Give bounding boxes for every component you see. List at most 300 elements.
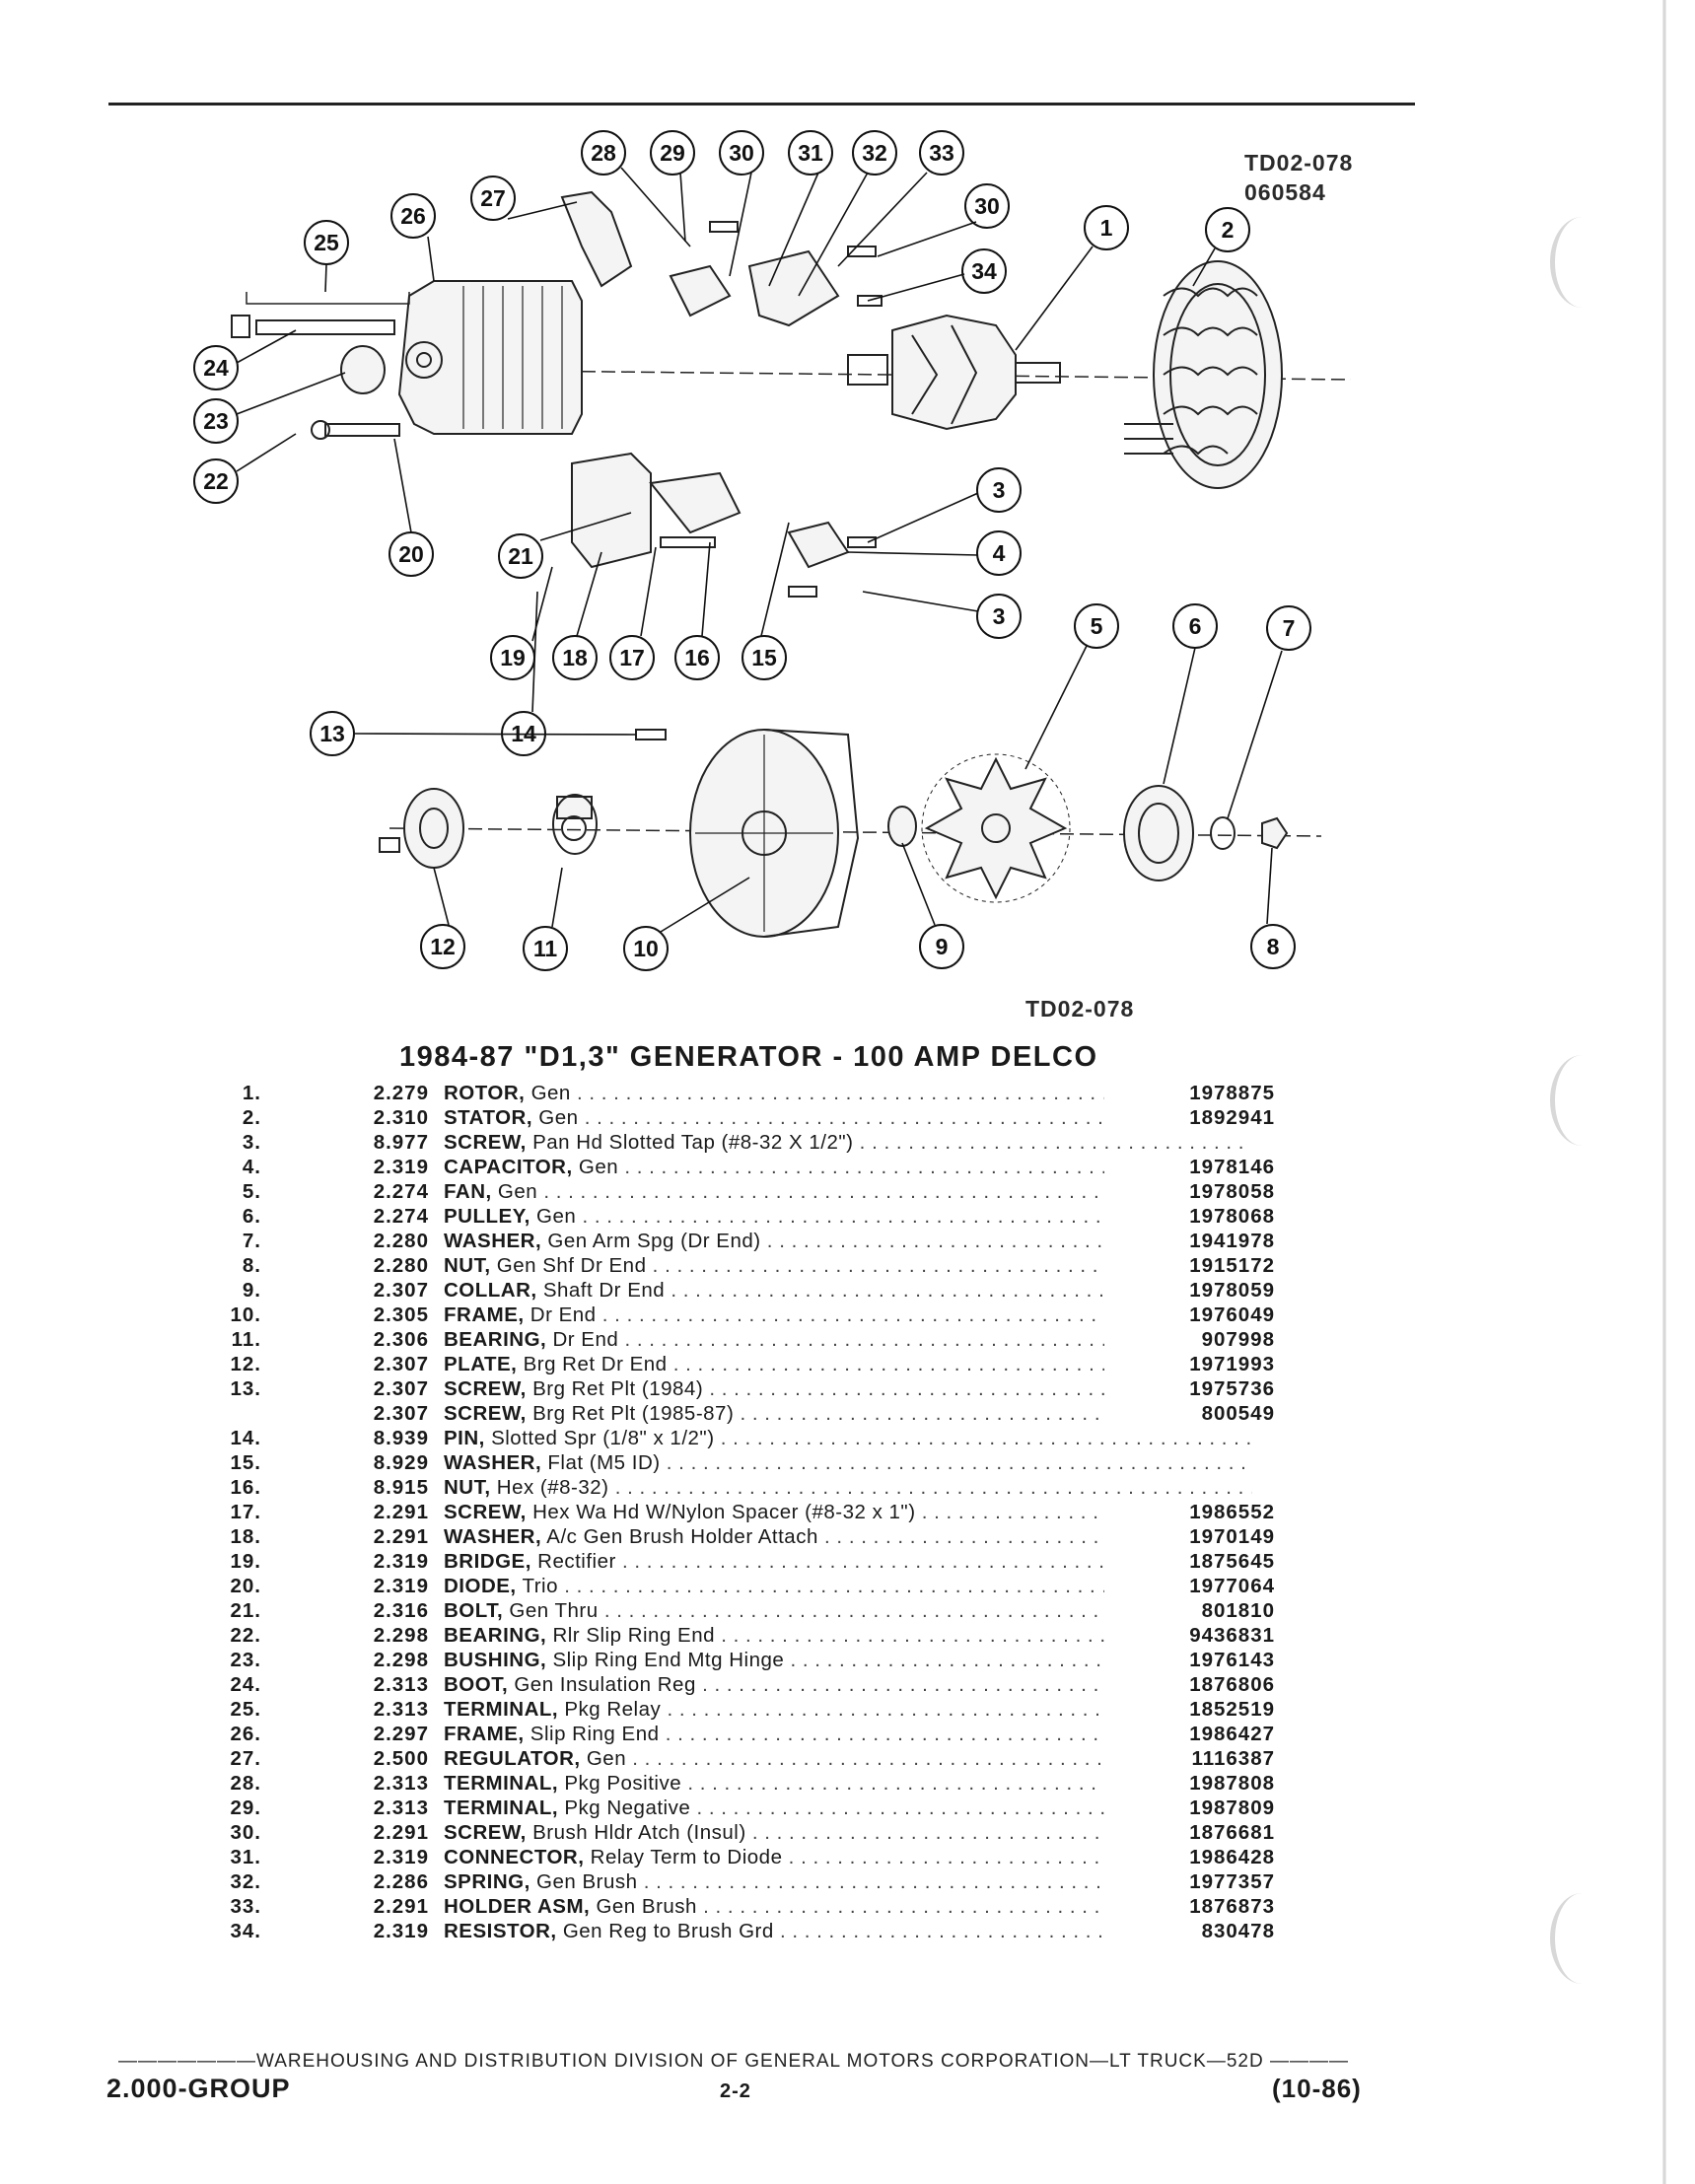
part-name: SCREW, <box>444 1821 527 1844</box>
callout-label: 2 <box>1221 217 1235 243</box>
part-row <box>148 1279 1275 1303</box>
callout-label: 9 <box>935 934 949 959</box>
part-detail: Slip Ring End Mtg Hinge <box>552 1649 785 1671</box>
callout-label: 25 <box>314 230 339 255</box>
part-group-number: 8.939 <box>373 1427 429 1449</box>
callout-label: 15 <box>751 645 777 670</box>
part-group-number: 2.316 <box>373 1599 429 1622</box>
stator-drawing <box>1124 261 1282 488</box>
part-row <box>148 1698 1275 1723</box>
leader-line <box>394 439 411 532</box>
part-ref-number: 6. <box>242 1205 261 1228</box>
part-ref-number: 33. <box>230 1895 261 1918</box>
callout-bubble <box>720 131 763 175</box>
part-number: 1978058 <box>1104 1180 1275 1204</box>
part-detail: Gen <box>530 1082 571 1104</box>
fan-drawing <box>922 754 1070 902</box>
part-number: 830478 <box>1104 1920 1275 1943</box>
part-ref-number: 9. <box>242 1279 261 1302</box>
part-detail: Dr End <box>530 1303 597 1326</box>
part-row <box>148 1575 1275 1599</box>
callout-label: 16 <box>684 645 710 670</box>
footer-division: ———————WAREHOUSING AND DISTRIBUTION DIVISION OF GENERAL MOTORS CORPORATION—LT TRUCK—52D ———— <box>118 2051 1349 2072</box>
part-number: 1876681 <box>1104 1821 1275 1845</box>
top-rule <box>108 103 1415 106</box>
callout-label: 10 <box>633 936 659 961</box>
part-name: WASHER, <box>444 1525 542 1548</box>
leader-line <box>702 542 710 636</box>
part-row <box>148 1747 1275 1772</box>
part-number: 1978146 <box>1104 1156 1275 1179</box>
callout-label: 14 <box>511 721 536 746</box>
part-ref-number: 34. <box>230 1920 261 1942</box>
part-detail: Brg Ret Plt (1984) <box>532 1377 704 1400</box>
part-ref-number: 14. <box>230 1427 261 1449</box>
part-ref-number: 17. <box>230 1501 261 1523</box>
part-ref-number: 32. <box>230 1870 261 1893</box>
callout-bubble <box>1251 925 1295 968</box>
callout-bubble <box>1075 604 1118 648</box>
part-detail: Gen <box>578 1156 619 1178</box>
part-number: 801810 <box>1104 1599 1275 1623</box>
part-name: RESISTOR, <box>444 1920 557 1942</box>
exploded-view-diagram <box>0 108 1695 1025</box>
part-name: BEARING, <box>444 1624 547 1647</box>
part-row <box>148 1180 1275 1205</box>
part-row <box>148 1797 1275 1821</box>
part-number: 1977064 <box>1104 1575 1275 1598</box>
leader-line <box>428 237 434 281</box>
callout-label: 6 <box>1188 613 1202 639</box>
part-group-number: 2.274 <box>373 1180 429 1203</box>
part-name: SCREW, <box>444 1131 527 1154</box>
part-group-number: 2.286 <box>373 1870 429 1893</box>
leader-line <box>863 592 978 611</box>
part-row <box>148 1501 1275 1525</box>
part-name: PLATE, <box>444 1353 518 1375</box>
footer-page-number: 2-2 <box>720 2080 751 2102</box>
part-row <box>148 1920 1275 1944</box>
callout-bubble <box>651 131 694 175</box>
callout-label: 20 <box>398 541 424 567</box>
callout-label: 30 <box>729 140 754 166</box>
part-group-number: 2.280 <box>373 1254 429 1277</box>
part-row <box>148 1303 1275 1328</box>
part-ref-number: 11. <box>231 1328 261 1351</box>
part-number: 1976143 <box>1104 1649 1275 1672</box>
part-group-number: 2.500 <box>373 1747 429 1770</box>
leader-line <box>1228 651 1282 818</box>
callout-label: 30 <box>974 193 1000 219</box>
callout-label: 21 <box>508 543 533 569</box>
part-ref-number: 26. <box>230 1723 261 1745</box>
callout-bubble <box>962 249 1006 293</box>
part-ref-number: 25. <box>230 1698 261 1721</box>
part-name: REGULATOR, <box>444 1747 581 1770</box>
part-detail: A/c Gen Brush Holder Attach <box>546 1525 818 1548</box>
part-ref-number: 8. <box>242 1254 261 1277</box>
part-row <box>148 1525 1275 1550</box>
callout-label: 1 <box>1099 215 1113 241</box>
callout-bubble <box>499 534 542 578</box>
leader-line <box>902 843 935 925</box>
part-name: FAN, <box>444 1180 492 1203</box>
part-detail: Gen Brush <box>536 1870 638 1893</box>
footer-division-text: WAREHOUSING AND DISTRIBUTION DIVISION OF GENERAL MOTORS CORPORATION—LT TRUCK—52D <box>256 2051 1264 2072</box>
part-row <box>148 1624 1275 1649</box>
part-group-number: 2.319 <box>373 1550 429 1573</box>
part-number: 800549 <box>1104 1402 1275 1426</box>
part-ref-number: 31. <box>230 1846 261 1868</box>
part-number: 1876873 <box>1104 1895 1275 1919</box>
part-name: PULLEY, <box>444 1205 530 1228</box>
part-ref-number: 29. <box>230 1797 261 1819</box>
part-detail: Brg Ret Plt (1985-87) <box>532 1402 735 1425</box>
callout-bubble <box>194 459 238 503</box>
drive-end-frame-drawing <box>690 730 858 937</box>
part-group-number: 8.977 <box>373 1131 429 1154</box>
leader-line <box>552 868 562 927</box>
callout-bubble <box>471 176 515 220</box>
leader-line <box>878 222 976 256</box>
part-name: BRIDGE, <box>444 1550 531 1573</box>
part-row <box>148 1156 1275 1180</box>
part-detail: Gen <box>497 1180 538 1203</box>
binder-hole <box>1550 1055 1614 1146</box>
callout-bubble <box>977 531 1021 575</box>
part-row <box>148 1353 1275 1377</box>
part-ref-number: 22. <box>230 1624 261 1647</box>
figure-tag-top-date: 060584 <box>1244 179 1326 205</box>
footer-group: 2.000-GROUP <box>106 2074 291 2103</box>
callout-bubble <box>305 221 348 264</box>
part-group-number: 2.307 <box>373 1353 429 1375</box>
part-group-number: 2.298 <box>373 1624 429 1647</box>
callout-bubble <box>920 925 963 968</box>
part-name: TERMINAL, <box>444 1797 559 1819</box>
callout-bubble <box>853 131 896 175</box>
leader-line <box>838 173 927 266</box>
part-ref-number: 2. <box>242 1106 261 1129</box>
part-detail: Pkg Relay <box>564 1698 662 1721</box>
part-ref-number: 12. <box>230 1353 261 1375</box>
part-detail: Gen Shf Dr End <box>496 1254 647 1277</box>
callout-bubble <box>1173 604 1217 648</box>
part-group-number: 2.313 <box>373 1797 429 1819</box>
part-ref-number: 19. <box>230 1550 261 1573</box>
part-group-number: 2.306 <box>373 1328 429 1351</box>
part-detail: Pkg Negative <box>564 1797 691 1819</box>
part-name: SCREW, <box>444 1402 527 1425</box>
part-ref-number: 21. <box>230 1599 261 1622</box>
part-row <box>148 1673 1275 1698</box>
part-row <box>148 1377 1275 1402</box>
callout-label: 5 <box>1090 613 1103 639</box>
part-name: BOOT, <box>444 1673 509 1696</box>
part-number: 1970149 <box>1104 1525 1275 1549</box>
part-row <box>148 1821 1275 1846</box>
part-group-number: 8.929 <box>373 1451 429 1474</box>
part-detail: Gen <box>538 1106 579 1129</box>
leader-line <box>761 523 789 636</box>
part-row <box>148 1895 1275 1920</box>
part-detail: Flat (M5 ID) <box>547 1451 661 1474</box>
part-detail: Slip Ring End <box>530 1723 660 1745</box>
part-row <box>148 1254 1275 1279</box>
part-group-number: 8.915 <box>373 1476 429 1499</box>
part-ref-number: 13. <box>230 1377 261 1400</box>
part-ref-number: 27. <box>230 1747 261 1770</box>
callout-label: 8 <box>1266 934 1280 959</box>
part-detail: Gen Reg to Brush Grd <box>562 1920 774 1942</box>
part-number: 1892941 <box>1104 1106 1275 1130</box>
callout-label: 24 <box>203 355 229 381</box>
part-detail: Gen Thru <box>509 1599 599 1622</box>
part-row <box>148 1427 1252 1451</box>
part-detail: Slotted Spr (1/8" x 1/2") <box>491 1427 715 1449</box>
part-name: NUT, <box>444 1476 491 1499</box>
callout-label: 18 <box>562 645 588 670</box>
part-group-number: 2.307 <box>373 1377 429 1400</box>
callout-label: 4 <box>992 540 1006 566</box>
part-row <box>148 1599 1275 1624</box>
callout-bubble <box>610 636 654 679</box>
part-number: 1978068 <box>1104 1205 1275 1229</box>
part-ref-number: 16. <box>230 1476 261 1499</box>
part-group-number: 2.291 <box>373 1501 429 1523</box>
part-detail: Hex Wa Hd W/Nylon Spacer (#8-32 x 1") <box>532 1501 916 1523</box>
part-name: SPRING, <box>444 1870 530 1893</box>
part-number: 907998 <box>1104 1328 1275 1352</box>
part-name: FRAME, <box>444 1723 525 1745</box>
part-group-number: 2.313 <box>373 1698 429 1721</box>
part-ref-number: 24. <box>230 1673 261 1696</box>
part-ref-number: 23. <box>230 1649 261 1671</box>
part-ref-number: 7. <box>242 1230 261 1252</box>
part-number: 1986427 <box>1104 1723 1275 1746</box>
part-number: 1971993 <box>1104 1353 1275 1376</box>
part-group-number: 2.313 <box>373 1772 429 1795</box>
callout-bubble <box>421 925 464 968</box>
part-name: WASHER, <box>444 1451 542 1474</box>
part-number: 1977357 <box>1104 1870 1275 1894</box>
part-row <box>148 1230 1275 1254</box>
part-row <box>148 1772 1275 1797</box>
leader-line <box>730 173 751 276</box>
part-row <box>148 1649 1275 1673</box>
callout-bubble <box>311 712 354 755</box>
part-name: WASHER, <box>444 1230 542 1252</box>
callout-label: 13 <box>319 721 345 746</box>
callout-label: 34 <box>971 258 997 284</box>
part-detail: Hex (#8-32) <box>496 1476 609 1499</box>
part-detail: Rectifier <box>537 1550 616 1573</box>
part-number: 1875645 <box>1104 1550 1275 1574</box>
part-number: 1987809 <box>1104 1797 1275 1820</box>
callout-bubble <box>553 636 597 679</box>
part-name: FRAME, <box>444 1303 525 1326</box>
part-group-number: 2.297 <box>373 1723 429 1745</box>
part-name: HOLDER ASM, <box>444 1895 591 1918</box>
callout-label: 3 <box>992 477 1006 503</box>
part-ref-number: 3. <box>242 1131 261 1154</box>
part-number: 1915172 <box>1104 1254 1275 1278</box>
leader-line <box>532 567 552 641</box>
callout-label: 3 <box>992 603 1006 629</box>
part-name: TERMINAL, <box>444 1698 559 1721</box>
callout-label: 28 <box>591 140 616 166</box>
part-ref-number: 1. <box>242 1082 261 1104</box>
callout-label: 33 <box>929 140 954 166</box>
part-ref-number: 30. <box>230 1821 261 1844</box>
part-row <box>148 1846 1275 1870</box>
part-group-number: 2.291 <box>373 1895 429 1918</box>
part-group-number: 2.280 <box>373 1230 429 1252</box>
figure-tag-top: TD02-078 <box>1244 150 1354 176</box>
part-detail: Gen Arm Spg (Dr End) <box>547 1230 761 1252</box>
part-detail: Shaft Dr End <box>542 1279 666 1302</box>
part-detail: Dr End <box>552 1328 619 1351</box>
part-detail: Trio <box>522 1575 558 1597</box>
part-name: DIODE, <box>444 1575 517 1597</box>
part-number: 9436831 <box>1104 1624 1275 1648</box>
part-ref-number: 28. <box>230 1772 261 1795</box>
callout-bubble <box>194 399 238 443</box>
part-row <box>148 1328 1275 1353</box>
part-group-number: 2.313 <box>373 1673 429 1696</box>
part-ref-number: 20. <box>230 1575 261 1597</box>
part-group-number: 2.291 <box>373 1525 429 1548</box>
part-number: 1941978 <box>1104 1230 1275 1253</box>
callout-bubble <box>675 636 719 679</box>
part-name: BEARING, <box>444 1328 547 1351</box>
callout-label: 11 <box>532 936 558 961</box>
callout-label: 23 <box>203 408 229 434</box>
callout-bubble <box>789 131 832 175</box>
leader-line <box>680 173 685 242</box>
part-name: STATOR, <box>444 1106 533 1129</box>
part-group-number: 2.319 <box>373 1920 429 1942</box>
part-name: BOLT, <box>444 1599 504 1622</box>
leader-line <box>868 274 964 301</box>
part-group-number: 2.307 <box>373 1279 429 1302</box>
part-description <box>444 1476 1252 1500</box>
part-row <box>148 1402 1275 1427</box>
part-name: CONNECTOR, <box>444 1846 585 1868</box>
part-ref-number: 5. <box>242 1180 261 1203</box>
callout-bubble <box>965 184 1009 228</box>
part-number: 1986428 <box>1104 1846 1275 1869</box>
part-row <box>148 1106 1275 1131</box>
part-group-number: 2.319 <box>373 1156 429 1178</box>
leader-line <box>434 868 449 925</box>
footer-date: (10-86) <box>1272 2074 1362 2103</box>
callout-bubble <box>391 194 435 238</box>
part-row <box>148 1131 1252 1156</box>
part-name: SCREW, <box>444 1377 527 1400</box>
leader-line <box>237 373 345 414</box>
callout-bubble <box>624 927 668 970</box>
callout-bubble <box>1085 206 1128 249</box>
part-detail: Gen Insulation Reg <box>514 1673 696 1696</box>
part-ref-number: 10. <box>230 1303 261 1326</box>
part-row <box>148 1870 1275 1895</box>
part-row <box>148 1082 1275 1106</box>
part-group-number: 2.279 <box>373 1082 429 1104</box>
binder-hole <box>1550 1893 1614 1984</box>
part-detail: Gen Brush <box>596 1895 697 1918</box>
callout-bubble <box>977 595 1021 638</box>
part-ref-number: 4. <box>242 1156 261 1178</box>
callout-bubble <box>389 532 433 576</box>
part-group-number: 2.319 <box>373 1575 429 1597</box>
callout-label: 27 <box>480 185 506 211</box>
part-description <box>444 1131 1252 1155</box>
part-number: 1116387 <box>1104 1747 1275 1771</box>
leader-line <box>1267 848 1272 924</box>
leader-line <box>1164 648 1195 784</box>
leader-line <box>799 173 868 296</box>
part-group-number: 2.298 <box>373 1649 429 1671</box>
part-detail: Gen <box>586 1747 627 1770</box>
part-group-number: 2.307 <box>373 1402 429 1425</box>
callout-bubble <box>920 131 963 175</box>
callout-label: 12 <box>430 934 456 959</box>
part-description <box>444 1427 1252 1450</box>
part-group-number: 2.319 <box>373 1846 429 1868</box>
leader-line <box>868 493 978 542</box>
slip-ring-end-frame-drawing <box>399 281 582 434</box>
part-name: TERMINAL, <box>444 1772 559 1795</box>
callout-label: 29 <box>660 140 685 166</box>
leader-line <box>237 434 296 471</box>
leader-line <box>325 264 326 292</box>
callout-label: 22 <box>203 468 229 494</box>
callout-bubble <box>977 468 1021 512</box>
part-number: 1975736 <box>1104 1377 1275 1401</box>
part-name: CAPACITOR, <box>444 1156 573 1178</box>
part-row <box>148 1205 1275 1230</box>
leader-line <box>641 547 656 636</box>
page-title: 1984-87 "D1,3" GENERATOR - 100 AMP DELCO <box>399 1041 1098 1073</box>
callout-label: 19 <box>500 645 526 670</box>
part-row <box>148 1476 1252 1501</box>
callout-label: 7 <box>1282 615 1296 641</box>
part-number: 1978875 <box>1104 1082 1275 1105</box>
part-number: 1986552 <box>1104 1501 1275 1524</box>
callout-label: 17 <box>619 645 645 670</box>
part-name: COLLAR, <box>444 1279 537 1302</box>
callout-label: 31 <box>798 140 823 166</box>
callout-label: 26 <box>400 203 426 229</box>
part-row <box>148 1550 1275 1575</box>
callout-bubble <box>1206 208 1249 251</box>
part-group-number: 2.310 <box>373 1106 429 1129</box>
part-detail: Rlr Slip Ring End <box>552 1624 716 1647</box>
callout-bubble <box>524 927 567 970</box>
callout-bubble <box>1267 606 1310 650</box>
leader-line <box>355 734 636 735</box>
leader-line <box>1025 646 1087 769</box>
part-group-number: 2.305 <box>373 1303 429 1326</box>
part-group-number: 2.291 <box>373 1821 429 1844</box>
part-ref-number: 18. <box>230 1525 261 1548</box>
part-description <box>444 1451 1252 1475</box>
figure-tag-bottom: TD02-078 <box>1025 996 1135 1022</box>
callout-bubble <box>491 636 534 679</box>
leader-line <box>1016 247 1093 350</box>
part-detail: Pkg Positive <box>564 1772 682 1795</box>
